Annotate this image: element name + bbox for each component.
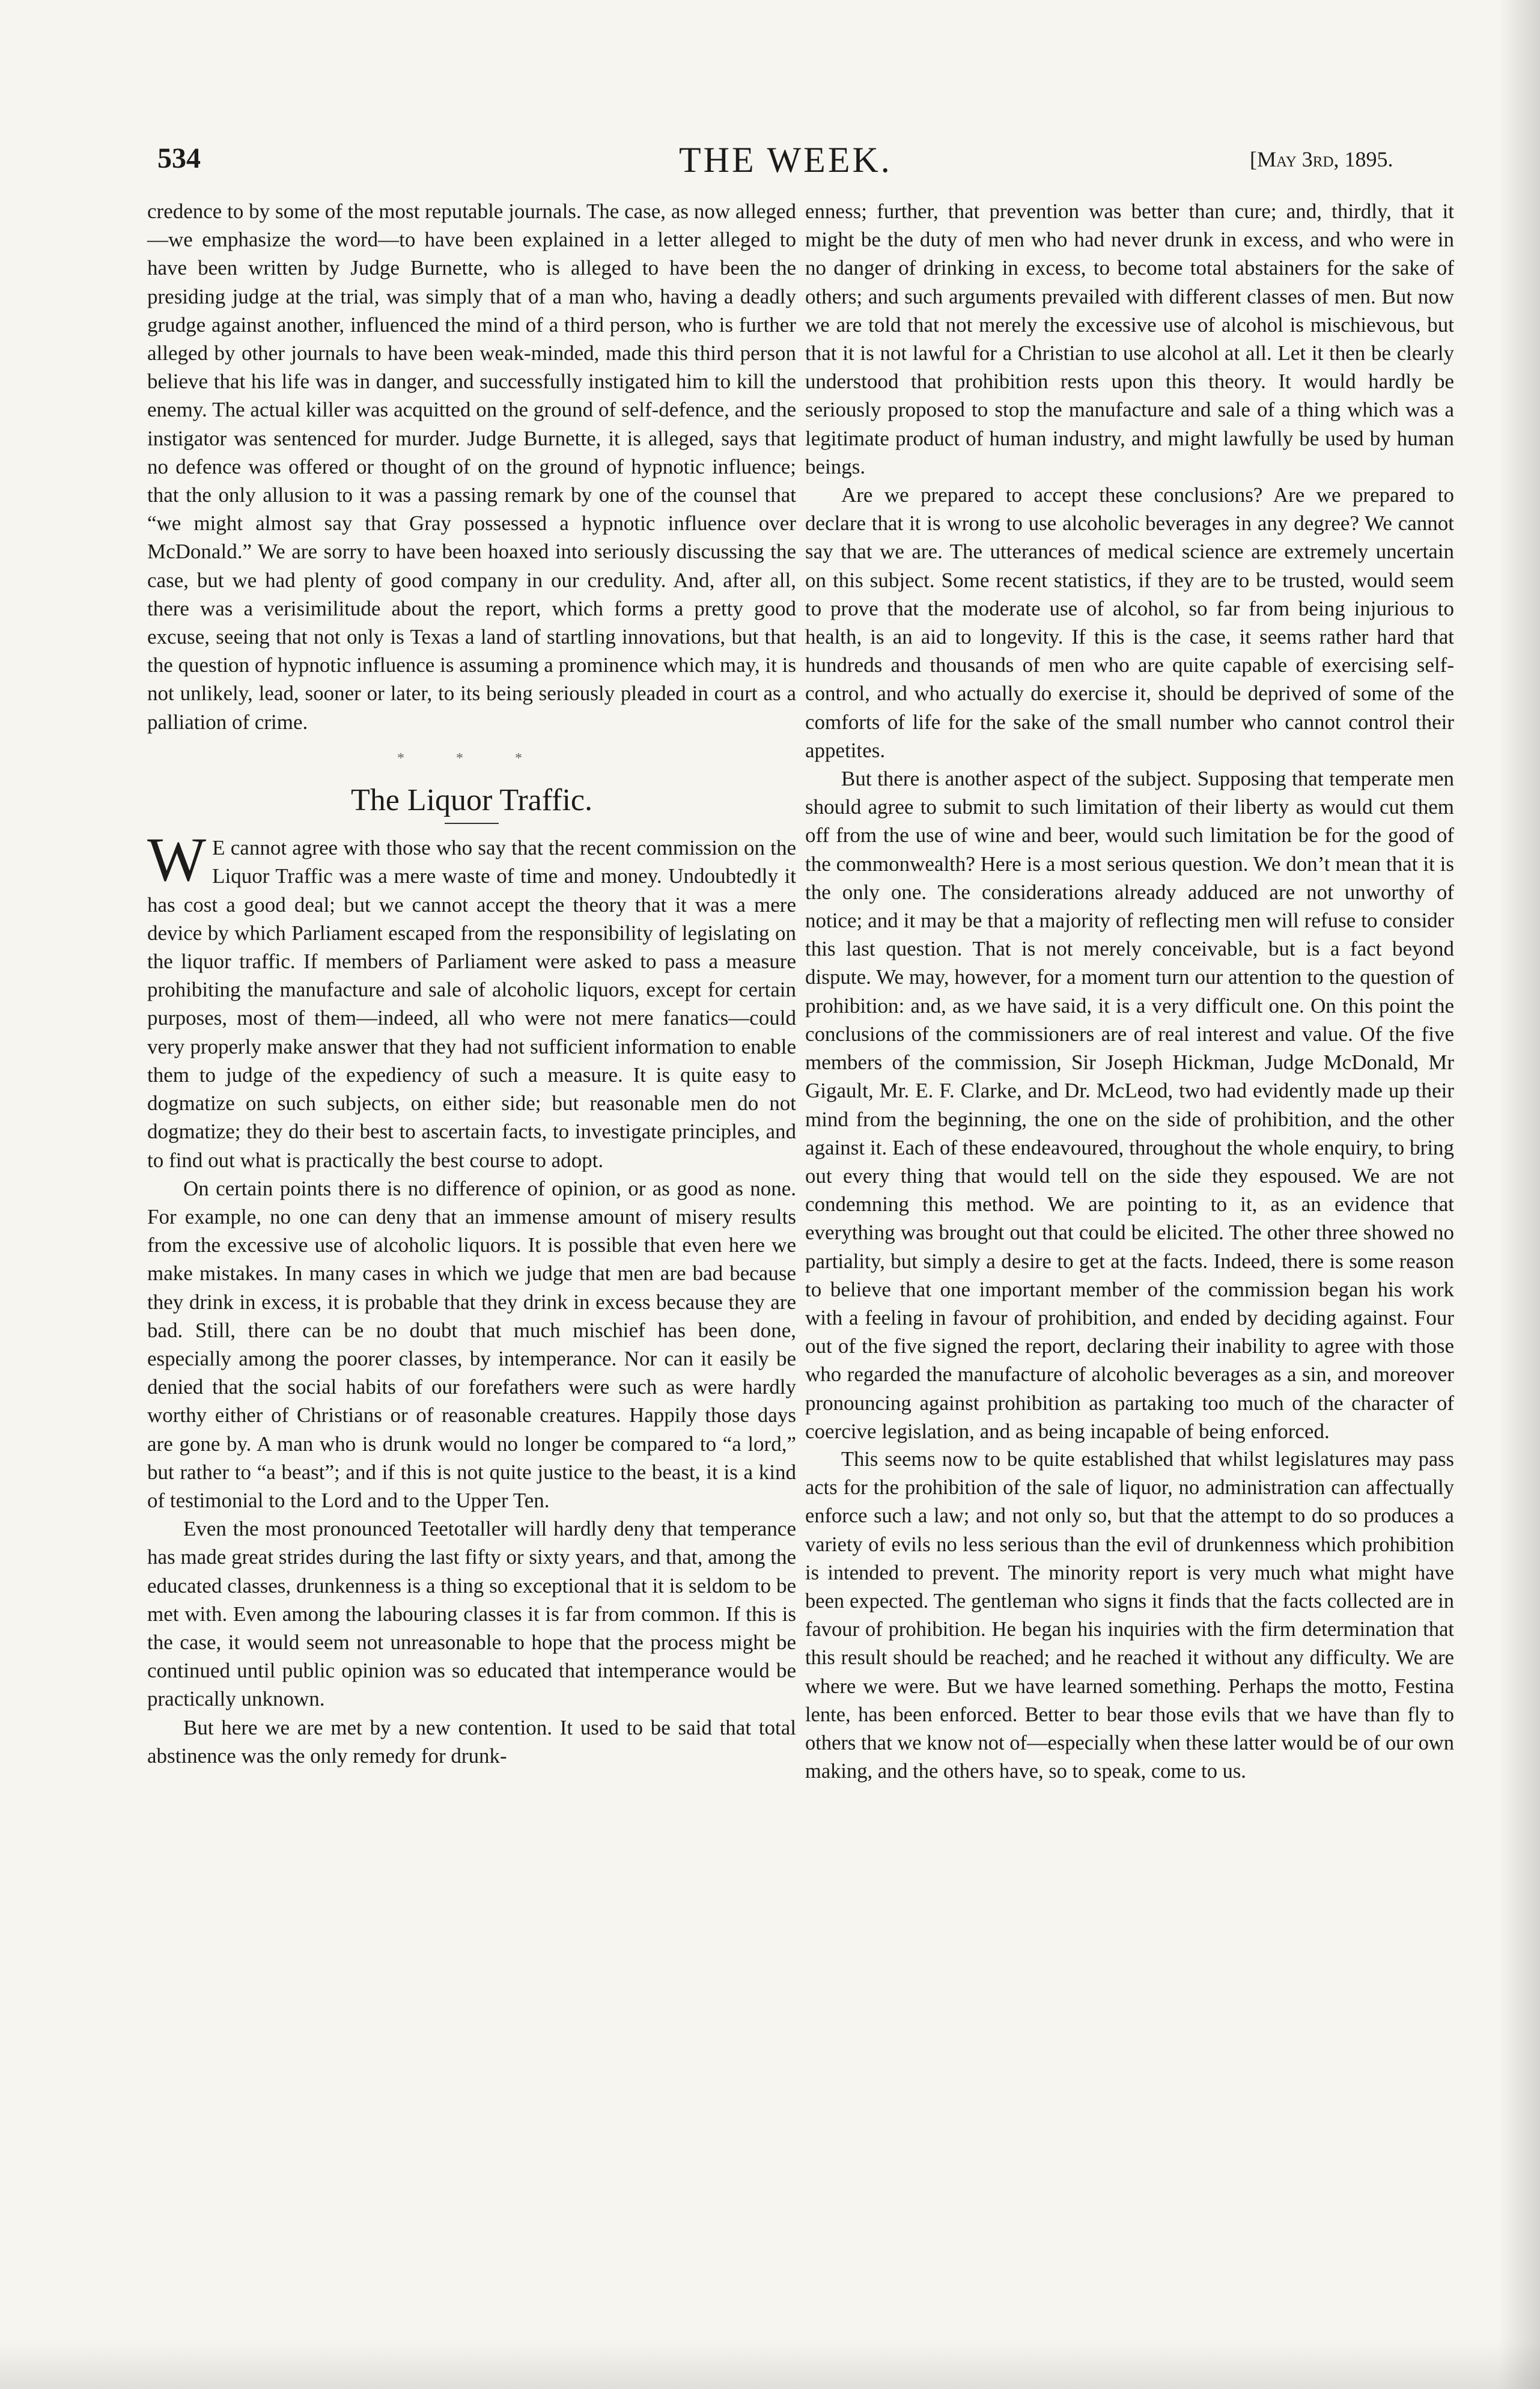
article-paragraph-6: Are we prepared to accept these conclusions? Are we prepared to declare that it is wrong to use alcoholic beverages in any degree? We cannot say that we are. The utterances of medical science are extremely uncertain on this subject. Some recent statistics, if they are to be trusted, would seem to prove that the moderate use of alcohol, so far from being injurious to health, is an aid to longevity. If this is the case, it seems rather hard that hundreds and thousands of men who are quite capable of exercising self-control, and who actually do exercise it, should be deprived of some of the comforts of life for the sake of the small number who cannot control their appetites. [805, 483, 1454, 762]
article-paragraph-3: Even the most pronounced Teetotaller will hardly deny that temperance has made great strides during the last fifty or sixty years, and that, among the educated classes, drunkenness is a thing so exceptional that it is seldom to be met with. Even among the labouring classes it is far from common. If this is the case, it would seem not unreasonable to hope that the process might be continued until public opinion was so educated that intemperance would be practically unknown. [147, 1517, 796, 1711]
article-paragraph-4: But here we are met by a new contention. It used to be said that total abstinence was the only remedy for drunk- [147, 1715, 796, 1768]
left-column [147, 197, 796, 1770]
issue-date: [May 3rd, 1895. [1250, 147, 1393, 171]
article-paragraph-8: This seems now to be quite established that whilst legislatures may pass acts for the prohibition of the sale of liquor, no administration can affectually enforce such a law; and not only so, but that the attempt to do so produces a variety of evils no less serious than the evil of drunkenness which prohibition is intended to prevent. The minority report is very much what might have been expected. The gentleman who signs it finds that the facts collected are in favour of prohibition. He began his inquiries with the firm determination that this result should be reached; and he reached it without any difficulty. We are where we were. But we have learned something. Perhaps the motto, Festina lente, has been enforced. Better to bear those evils that we have than fly to others that we know not of—especially when these latter would be of our own making, and the others have, so to speak, come to us. [805, 1447, 1454, 1783]
article-paragraph-1 [147, 825, 796, 1174]
page-bottom-shadow [0, 2341, 1540, 2389]
page-edge-shadow [1498, 0, 1540, 2389]
page-number: 534 [157, 142, 201, 174]
continued-paragraph: credence to by some of the most reputable journals. The case, as now alleged—we emphasize the word—to have been explained in a letter alleged to have been written by Judge Burnette, who is alleged to have been the presiding judge at the trial, was simply that of a man who, having a deadly grudge against another, influenced the mind of a third person, who is further alleged by other journals to have been weak-minded, made this third person believe that his life was in danger, and successfully instigated him to kill the enemy. The actual killer was acquitted on the ground of self-defence, and the instigator was sentenced for murder. Judge Burnette, it is alleged, says that no defence was offered or thought of on the ground of hypnotic influence; that the only allusion to it was a passing remark by one of the counsel that “we might almost say that Gray possessed a hypnotic influence over McDonald.” We are sorry to have been hoaxed into seriously discussing the case, but we had plenty of good company in our credulity. And, after all, there was a verisimilitude about the report, which forms a pretty good excuse, seeing that not only is Texas a land of startling innovations, but that the question of hypnotic influence is assuming a prominence which may, it is not unlikely, lead, sooner or later, to its being seriously pleaded in court as a palliation of crime. [147, 200, 796, 734]
drop-cap: W [147, 825, 207, 895]
article-paragraph-7: But there is another aspect of the subject. Supposing that temperate men should agree to submit to such limitation of their liberty as would cut them off from the use of wine and beer, would such limitation be for the good of the commonwealth? Here is a most serious question. We don’t mean that it is the only one. The considerations already adduced are not unworthy of notice; and it may be that a majority of reflecting men will refuse to consider this last question. That is not merely conceivable, but is a fact beyond dispute. We may, however, for a moment turn our attention to the question of prohibition: and, as we have said, it is a very difficult one. On this point the conclusions of the commissioners are of real interest and value. Of the five members of the commission, Sir Joseph Hickman, Judge McDonald, Mr Gigault, Mr. E. F. Clarke, and Dr. McLeod, two had evidently made up their mind from the beginning, the one on the side of prohibition, and the other against it. Each of these endeavoured, throughout the whole enquiry, to bring out every thing that would tell on the side they espoused. We are not condemning this method. We are pointing to it, as an evidence that everything was brought out that could be elicited. The other three showed no partiality, but simply a desire to get at the facts. Indeed, there is some reason to believe that one important member of the commission began his work with a feeling in favour of prohibition, and ended by deciding against. Four out of the five signed the report, declaring their inability to agree with those who regarded the manufacture of alcoholic beverages as a sin, and moreover pronouncing against prohibition as partaking too much of the character of coercive legislation, and as being incapable of being enforced. [805, 767, 1454, 1443]
heading-rule [445, 823, 499, 824]
article-paragraph-1-text: E cannot agree with those who say that the recent commission on the Liquor Traffic was a mere waste of time and money. Undoubtedly it has cost a good deal; but we cannot accept the theory that it was a mere device by which Parliament escaped from the responsibility of legislating on the liquor traffic. If members of Parliament were asked to pass a measure prohibiting the manufacture and sale of alcoholic liquors, except for certain purposes, most of them—indeed, all who were not mere fanatics—could very properly make answer that they had not sufficient information to enable them to judge of the expediency of such a measure. It is quite easy to dogmatize on such subjects, on either side; but reasonable men do not dogmatize; they do their best to ascertain facts, to investigate principles, and to find out what is practically the best course to adopt. [147, 836, 796, 1172]
section-asterism: * * * [397, 750, 546, 766]
right-column [805, 197, 1454, 1786]
article-paragraph-5: enness; further, that prevention was better than cure; and, thirdly, that it might be the duty of men who had never drunk in excess, and who were in no danger of drinking in excess, to become total abstainers for the sake of others; and such arguments prevailed with different classes of men. But now we are told that not merely the excessive use of alcohol is mischievous, but that it is not lawful for a Christian to use alcohol at all. Let it then be clearly understood that prohibition rests upon this theory. It would hardly be seriously proposed to stop the manufacture and sale of a thing which was a legitimate product of human industry, and might lawfully be used by human beings. [805, 200, 1454, 478]
masthead-title: THE WEEK. [679, 140, 892, 180]
article-paragraph-2: On certain points there is no difference of opinion, or as good as none. For example, no one can deny that an immense amount of misery results from the excessive use of alcoholic liquors. It is possible that even here we make mistakes. In many cases in which we judge that men are bad because they drink in excess, it is probable that they drink in excess because they are bad. Still, there can be no doubt that much mischief has been done, especially among the poorer classes, by intemperance. Nor can it easily be denied that the social habits of our forefathers were such as were hardly worthy either of Christians or of reasonable creatures. Happily those days are gone by. A man who is drunk would no longer be compared to “a lord,” but rather to “a beast”; and if this is not quite justice to the beast, it is a kind of testimonial to the Lord and to the Upper Ten. [147, 1176, 796, 1512]
article-heading: The Liquor Traffic. [351, 783, 592, 818]
